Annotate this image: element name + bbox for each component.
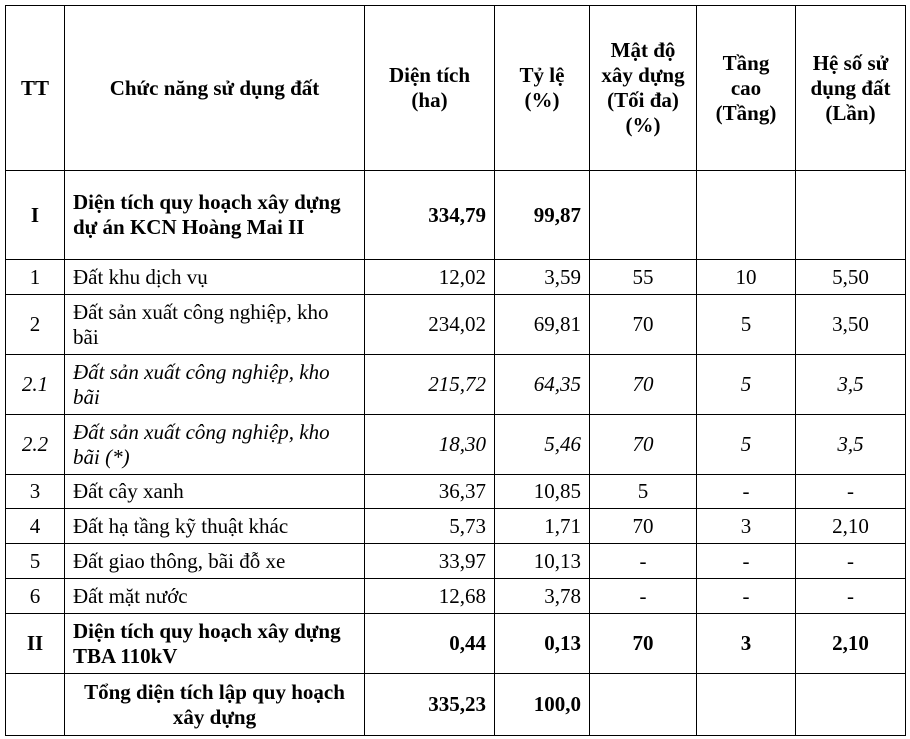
- header-tt: TT: [6, 6, 65, 171]
- row-name: Đất hạ tầng kỹ thuật khác: [65, 509, 365, 544]
- row-area: 12,68: [365, 579, 495, 614]
- row-floors: 10: [697, 260, 796, 295]
- row-density: 70: [590, 509, 697, 544]
- row-coef: 5,50: [796, 260, 906, 295]
- total-coef: [796, 674, 906, 736]
- row-ratio: 10,85: [495, 475, 590, 509]
- row-coef: -: [796, 579, 906, 614]
- header-ratio: Tỷ lệ (%): [495, 6, 590, 171]
- row-coef: 3,50: [796, 295, 906, 355]
- row-area: 12,02: [365, 260, 495, 295]
- row-tt: 4: [6, 509, 65, 544]
- row-ratio: 99,87: [495, 171, 590, 260]
- header-function: Chức năng sử dụng đất: [65, 6, 365, 171]
- row-coef: 2,10: [796, 509, 906, 544]
- row-ratio: 1,71: [495, 509, 590, 544]
- row-tt: 5: [6, 544, 65, 579]
- total-tt: [6, 674, 65, 736]
- row-name: Đất sản xuất công nghiệp, kho bãi: [65, 295, 365, 355]
- row-ratio: 64,35: [495, 355, 590, 415]
- row-area: 234,02: [365, 295, 495, 355]
- row-tt: 6: [6, 579, 65, 614]
- row-density: 70: [590, 614, 697, 674]
- row-tt: 2: [6, 295, 65, 355]
- row-floors: [697, 171, 796, 260]
- row-tt: 3: [6, 475, 65, 509]
- row-area: 0,44: [365, 614, 495, 674]
- total-row: [6, 674, 906, 736]
- total-area: 335,23: [365, 674, 495, 736]
- header-density: Mật độ xây dựng (Tối đa) (%): [590, 6, 697, 171]
- row-ratio: 3,59: [495, 260, 590, 295]
- row-area: 36,37: [365, 475, 495, 509]
- row-tt: II: [6, 614, 65, 674]
- row-density: 70: [590, 295, 697, 355]
- total-ratio: 100,0: [495, 674, 590, 736]
- row-name: Đất giao thông, bãi đỗ xe: [65, 544, 365, 579]
- header-area: Diện tích (ha): [365, 6, 495, 171]
- table-row: [6, 614, 906, 674]
- row-area: 215,72: [365, 355, 495, 415]
- row-floors: 5: [697, 295, 796, 355]
- table-row: [6, 171, 906, 260]
- header-floors: Tầng cao (Tầng): [697, 6, 796, 171]
- row-ratio: 0,13: [495, 614, 590, 674]
- row-floors: -: [697, 544, 796, 579]
- row-name: Diện tích quy hoạch xây dựng dự án KCN Hoàng Mai II: [65, 171, 365, 260]
- row-density: 55: [590, 260, 697, 295]
- row-coef: 3,5: [796, 355, 906, 415]
- row-floors: -: [697, 475, 796, 509]
- row-coef: -: [796, 475, 906, 509]
- row-floors: 3: [697, 614, 796, 674]
- row-tt: 2.2: [6, 415, 65, 475]
- row-area: 33,97: [365, 544, 495, 579]
- total-name: Tổng diện tích lập quy hoạch xây dựng: [65, 674, 365, 736]
- row-tt: 2.1: [6, 355, 65, 415]
- row-floors: -: [697, 579, 796, 614]
- row-ratio: 5,46: [495, 415, 590, 475]
- row-density: 5: [590, 475, 697, 509]
- row-ratio: 3,78: [495, 579, 590, 614]
- row-floors: 3: [697, 509, 796, 544]
- row-density: 70: [590, 355, 697, 415]
- row-name: Đất sản xuất công nghiệp, kho bãi: [65, 355, 365, 415]
- table-row: [6, 295, 906, 355]
- table-row: [6, 260, 906, 295]
- total-floors: [697, 674, 796, 736]
- row-name: Đất cây xanh: [65, 475, 365, 509]
- table-row: [6, 544, 906, 579]
- row-coef: 3,5: [796, 415, 906, 475]
- row-density: -: [590, 544, 697, 579]
- row-area: 334,79: [365, 171, 495, 260]
- row-area: 5,73: [365, 509, 495, 544]
- row-density: -: [590, 579, 697, 614]
- row-name: Đất mặt nước: [65, 579, 365, 614]
- row-ratio: 10,13: [495, 544, 590, 579]
- row-coef: 2,10: [796, 614, 906, 674]
- row-name: Đất khu dịch vụ: [65, 260, 365, 295]
- row-tt: I: [6, 171, 65, 260]
- row-area: 18,30: [365, 415, 495, 475]
- header-row: [6, 6, 906, 171]
- row-name: Diện tích quy hoạch xây dựng TBA 110kV: [65, 614, 365, 674]
- table-row: [6, 509, 906, 544]
- table-row: [6, 355, 906, 415]
- row-floors: 5: [697, 415, 796, 475]
- total-density: [590, 674, 697, 736]
- row-coef: [796, 171, 906, 260]
- row-name: Đất sản xuất công nghiệp, kho bãi (*): [65, 415, 365, 475]
- row-coef: -: [796, 544, 906, 579]
- row-ratio: 69,81: [495, 295, 590, 355]
- land-use-table: [5, 5, 906, 736]
- table-row: [6, 579, 906, 614]
- table-row: [6, 415, 906, 475]
- row-density: [590, 171, 697, 260]
- row-floors: 5: [697, 355, 796, 415]
- header-coef: Hệ số sử dụng đất (Lần): [796, 6, 906, 171]
- row-density: 70: [590, 415, 697, 475]
- table-row: [6, 475, 906, 509]
- row-tt: 1: [6, 260, 65, 295]
